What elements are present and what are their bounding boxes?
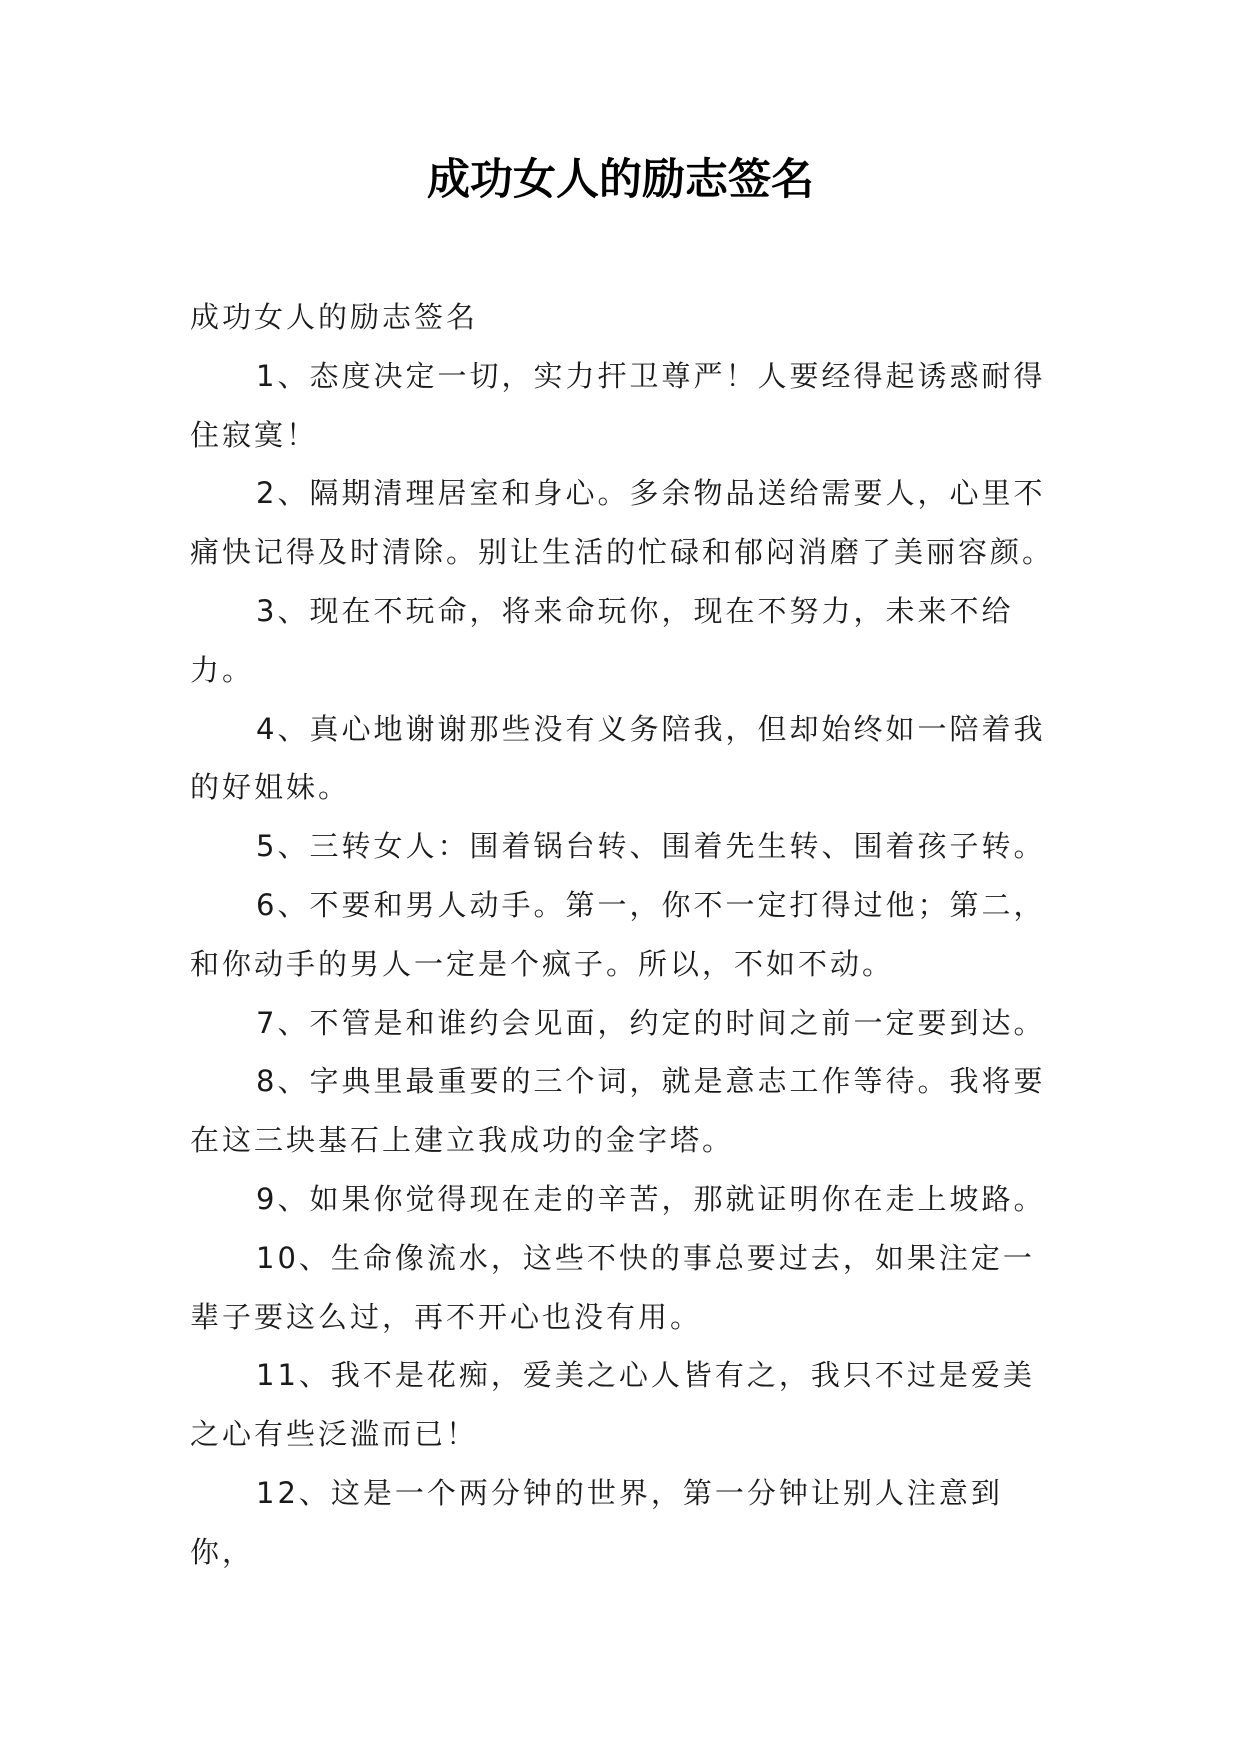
signature-entry: 11、我不是花痴，爱美之心人皆有之，我只不过是爱美之心有些泛滥而已！ xyxy=(190,1358,1035,1452)
signature-entry: 6、不要和男人动手。第一，你不一定打得过他；第二，和你动手的男人一定是个疯子。所以，不如不动。 xyxy=(190,887,1046,981)
document-title: 成功女人的励志签名 xyxy=(427,155,814,205)
signature-entry: 3、现在不玩命，将来命玩你，现在不努力，未来不给力。 xyxy=(190,593,1014,687)
document-subtitle: 成功女人的励志签名 xyxy=(190,300,479,334)
signature-entry: 12、这是一个两分钟的世界，第一分钟让别人注意到你， xyxy=(190,1475,1003,1569)
signature-entry: 4、真心地谢谢那些没有义务陪我，但却始终如一陪着我的好姐妹。 xyxy=(190,711,1046,805)
signature-entry: 2、隔期清理居室和身心。多余物品送给需要人，心里不痛快记得及时清除。别让生活的忙碌和郁闷消磨了美丽容颜。 xyxy=(190,476,1055,570)
signature-entry: 9、如果你觉得现在走的辛苦，那就证明你在走上坡路。 xyxy=(256,1181,1046,1216)
signature-entry: 1、态度决定一切，实力扞卫尊严！人要经得起诱惑耐得住寂寞！ xyxy=(190,358,1046,452)
signature-entry: 8、字典里最重要的三个词，就是意志工作等待。我将要在这三块基石上建立我成功的金字塔。 xyxy=(190,1064,1046,1158)
signature-entry: 7、不管是和谁约会见面，约定的时间之前一定要到达。 xyxy=(256,1005,1046,1040)
signature-entry: 10、生命像流水，这些不快的事总要过去，如果注定一辈子要这么过，再不开心也没有用。 xyxy=(190,1240,1035,1334)
document-body xyxy=(190,288,1062,1582)
signature-entry: 5、三转女人：围着锅台转、围着先生转、围着孩子转。 xyxy=(256,829,1046,864)
